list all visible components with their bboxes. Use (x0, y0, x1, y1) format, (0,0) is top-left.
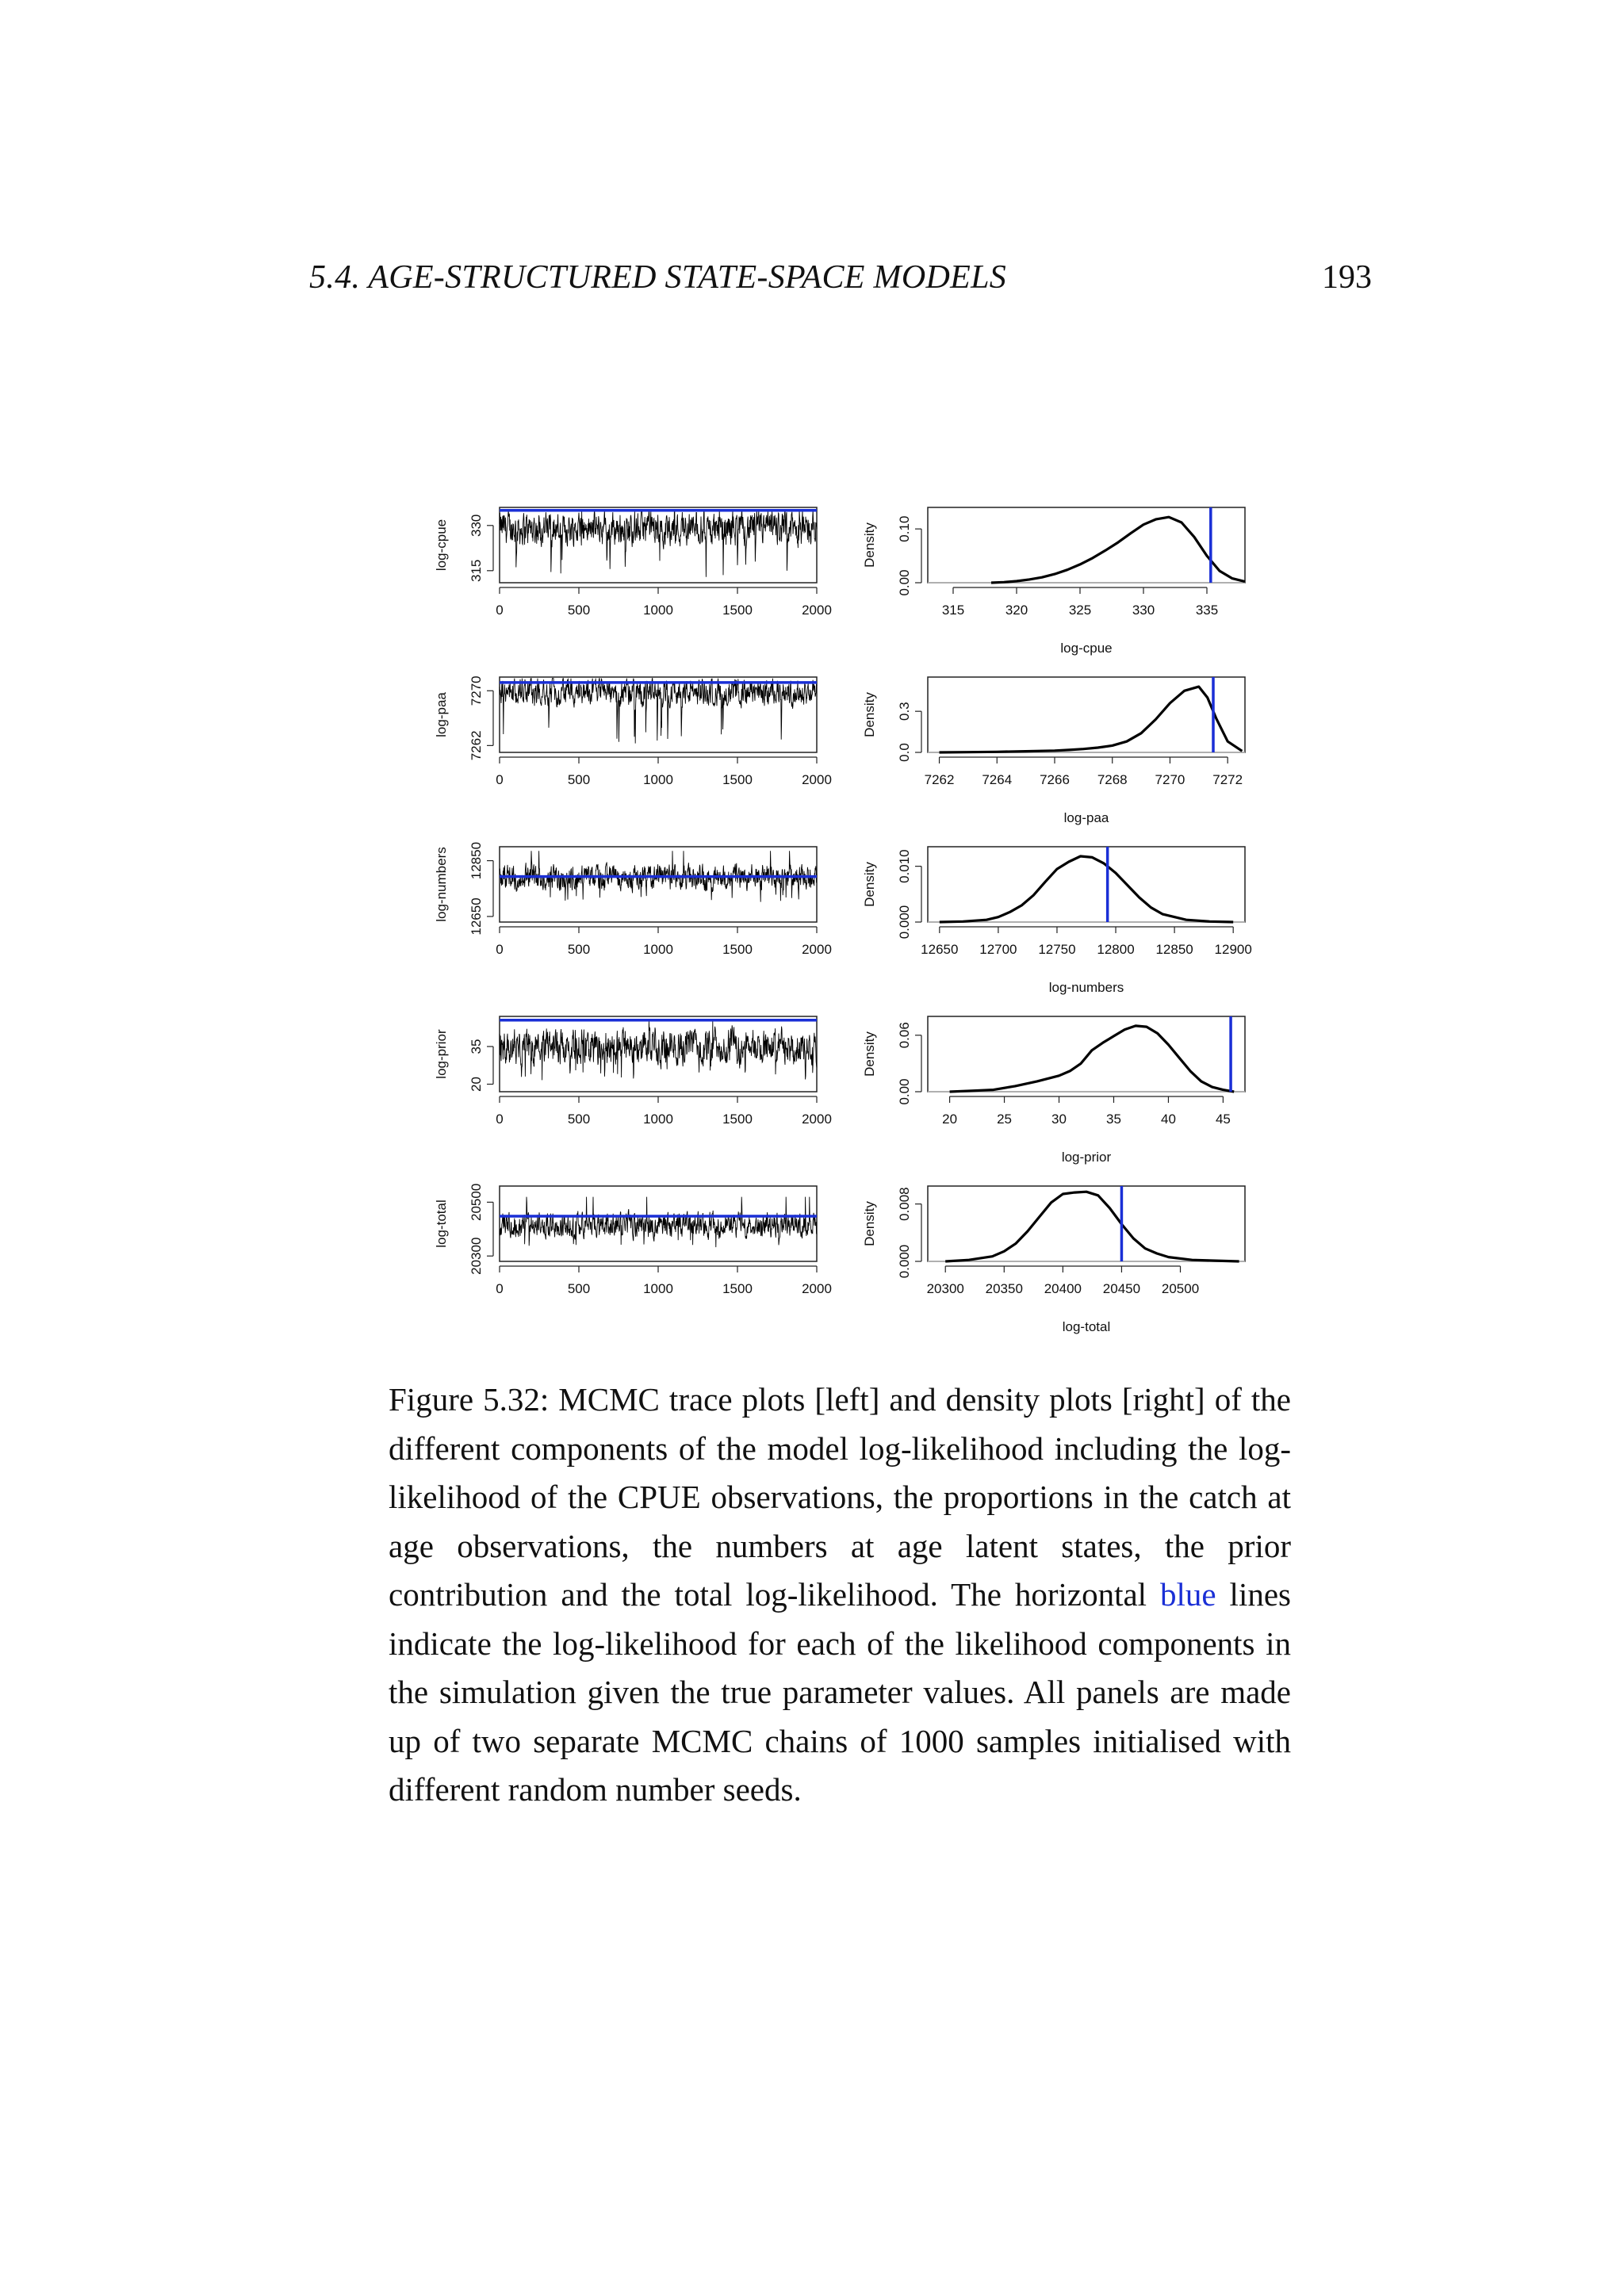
density-panel-log-total (862, 1186, 1245, 1334)
y-axis-title: Density (862, 862, 877, 907)
y-axis-title: Density (862, 522, 877, 568)
y-tick-label: 0.3 (897, 702, 912, 721)
y-tick-label: 0.008 (897, 1187, 912, 1221)
caption-blue-word: blue (1160, 1576, 1216, 1613)
x-axis-title: log-total (1062, 1319, 1111, 1334)
y-tick-label: 0.06 (897, 1022, 912, 1049)
x-tick-label: 30 (1051, 1112, 1067, 1127)
x-tick-label: 0 (496, 772, 504, 787)
x-tick-label: 20400 (1044, 1281, 1082, 1296)
y-tick-label: 7262 (469, 730, 484, 761)
x-tick-label: 20450 (1102, 1281, 1141, 1296)
density-panel-log-paa (862, 677, 1245, 825)
x-tick-label: 7262 (924, 772, 955, 787)
density-panel-log-numbers (862, 847, 1252, 995)
y-axis-title: log-total (434, 1200, 449, 1248)
x-tick-label: 12850 (1155, 942, 1193, 957)
x-tick-label: 500 (567, 772, 591, 787)
x-tick-label: 20300 (926, 1281, 964, 1296)
x-axis-title: log-prior (1061, 1150, 1112, 1165)
y-axis-title: log-prior (434, 1029, 449, 1079)
x-tick-label: 40 (1160, 1112, 1176, 1127)
x-tick-label: 12750 (1038, 942, 1076, 957)
mcmc-trace-line (500, 511, 817, 577)
x-tick-label: 12800 (1097, 942, 1135, 957)
x-tick-label: 0 (496, 942, 504, 957)
trace-panel-numbers (434, 842, 832, 957)
x-tick-label: 1500 (722, 1281, 753, 1296)
x-tick-label: 1500 (722, 1112, 753, 1127)
x-tick-label: 320 (1005, 603, 1028, 618)
plot-frame (928, 507, 1245, 583)
x-tick-label: 1500 (722, 942, 753, 957)
x-axis-title: log-paa (1063, 810, 1109, 825)
x-tick-label: 0 (496, 603, 504, 618)
x-tick-label: 500 (567, 1112, 591, 1127)
y-tick-label: 0.000 (897, 905, 912, 939)
y-tick-label: 0.10 (897, 515, 912, 542)
x-tick-label: 1000 (643, 1281, 673, 1296)
density-curve (940, 687, 1243, 752)
mcmc-figure (412, 484, 1277, 1348)
y-tick-label: 315 (469, 559, 484, 582)
x-tick-label: 330 (1132, 603, 1155, 618)
density-curve (991, 517, 1245, 583)
density-panel-log-prior (862, 1016, 1245, 1165)
x-tick-label: 45 (1215, 1112, 1231, 1127)
x-tick-label: 7272 (1212, 772, 1243, 787)
y-tick-label: 0.00 (897, 569, 912, 596)
x-tick-label: 7264 (982, 772, 1013, 787)
x-tick-label: 1000 (643, 603, 673, 618)
x-tick-label: 1500 (722, 772, 753, 787)
x-tick-label: 20350 (985, 1281, 1023, 1296)
page-number: 193 (1322, 259, 1372, 296)
y-tick-label: 12850 (469, 841, 484, 880)
plot-frame (928, 1186, 1245, 1261)
x-tick-label: 7268 (1097, 772, 1128, 787)
density-curve (950, 1026, 1235, 1092)
x-tick-label: 325 (1068, 603, 1092, 618)
y-tick-label: 0.000 (897, 1244, 912, 1279)
x-tick-label: 25 (997, 1112, 1013, 1127)
trace-panel-paa (434, 675, 832, 787)
y-tick-label: 330 (469, 514, 484, 537)
x-tick-label: 1000 (643, 772, 673, 787)
x-tick-label: 12700 (979, 942, 1017, 957)
y-axis-title: log-paa (434, 692, 449, 737)
x-tick-label: 1500 (722, 603, 753, 618)
running-header: 5.4. AGE-STRUCTURED STATE-SPACE MODELS (309, 259, 1007, 296)
x-tick-label: 2000 (802, 1281, 832, 1296)
y-tick-label: 20 (469, 1077, 484, 1092)
y-tick-label: 0.00 (897, 1078, 912, 1105)
density-curve (940, 856, 1233, 922)
x-tick-label: 20500 (1161, 1281, 1200, 1296)
x-tick-label: 7270 (1155, 772, 1185, 787)
x-tick-label: 0 (496, 1112, 504, 1127)
y-tick-label: 0.0 (897, 743, 912, 762)
y-tick-label: 20500 (469, 1183, 484, 1221)
y-tick-label: 20300 (469, 1237, 484, 1275)
x-tick-label: 20 (942, 1112, 958, 1127)
y-tick-label: 35 (469, 1039, 484, 1054)
x-tick-label: 2000 (802, 1112, 832, 1127)
x-tick-label: 1000 (643, 1112, 673, 1127)
density-panel-log-cpue (862, 507, 1245, 656)
caption-text-after: lines indicate the log-likelihood for each of the likelihood components in the simulation given the true parameter values. All panels are made up of two separate MCMC chains of 1000 samples initialised with different random number seeds. (389, 1576, 1291, 1808)
caption-text-before: Figure 5.32: MCMC trace plots [left] and density plots [right] of the different components of the model log-likelihood including the log-likelihood of the CPUE observations, the proportions in the catch at age observations, the numbers at age latent states, the prior contribution and the total log-likelihood. The horizontal (389, 1381, 1291, 1613)
x-tick-label: 1000 (643, 942, 673, 957)
x-tick-label: 12900 (1214, 942, 1252, 957)
y-tick-label: 12650 (469, 897, 484, 936)
y-tick-label: 0.010 (897, 849, 912, 883)
x-tick-label: 35 (1106, 1112, 1121, 1127)
x-tick-label: 315 (941, 603, 965, 618)
mcmc-trace-line (500, 679, 817, 744)
y-axis-title: Density (862, 1201, 877, 1246)
y-axis-title: Density (862, 692, 877, 737)
density-curve (945, 1192, 1239, 1261)
x-axis-title: log-cpue (1060, 641, 1113, 656)
x-tick-label: 500 (567, 603, 591, 618)
y-axis-title: log-cpue (434, 519, 449, 572)
x-tick-label: 335 (1195, 603, 1219, 618)
x-tick-label: 500 (567, 942, 591, 957)
x-tick-label: 0 (496, 1281, 504, 1296)
x-tick-label: 2000 (802, 772, 832, 787)
figure-caption (389, 1376, 1291, 1815)
mcmc-trace-line (500, 1021, 817, 1080)
x-axis-title: log-numbers (1048, 980, 1124, 995)
x-tick-label: 7266 (1040, 772, 1070, 787)
mcmc-trace-line (500, 1197, 817, 1248)
trace-panel-cpue (434, 507, 832, 618)
x-tick-label: 500 (567, 1281, 591, 1296)
y-axis-title: log-numbers (434, 847, 449, 922)
plot-frame (500, 847, 817, 922)
trace-panel-prior (434, 1016, 832, 1127)
x-tick-label: 2000 (802, 942, 832, 957)
x-tick-label: 12650 (921, 942, 959, 957)
y-tick-label: 7270 (469, 675, 484, 706)
y-axis-title: Density (862, 1031, 877, 1077)
x-tick-label: 2000 (802, 603, 832, 618)
plot-frame (928, 1016, 1245, 1092)
trace-panel-total (434, 1184, 832, 1296)
